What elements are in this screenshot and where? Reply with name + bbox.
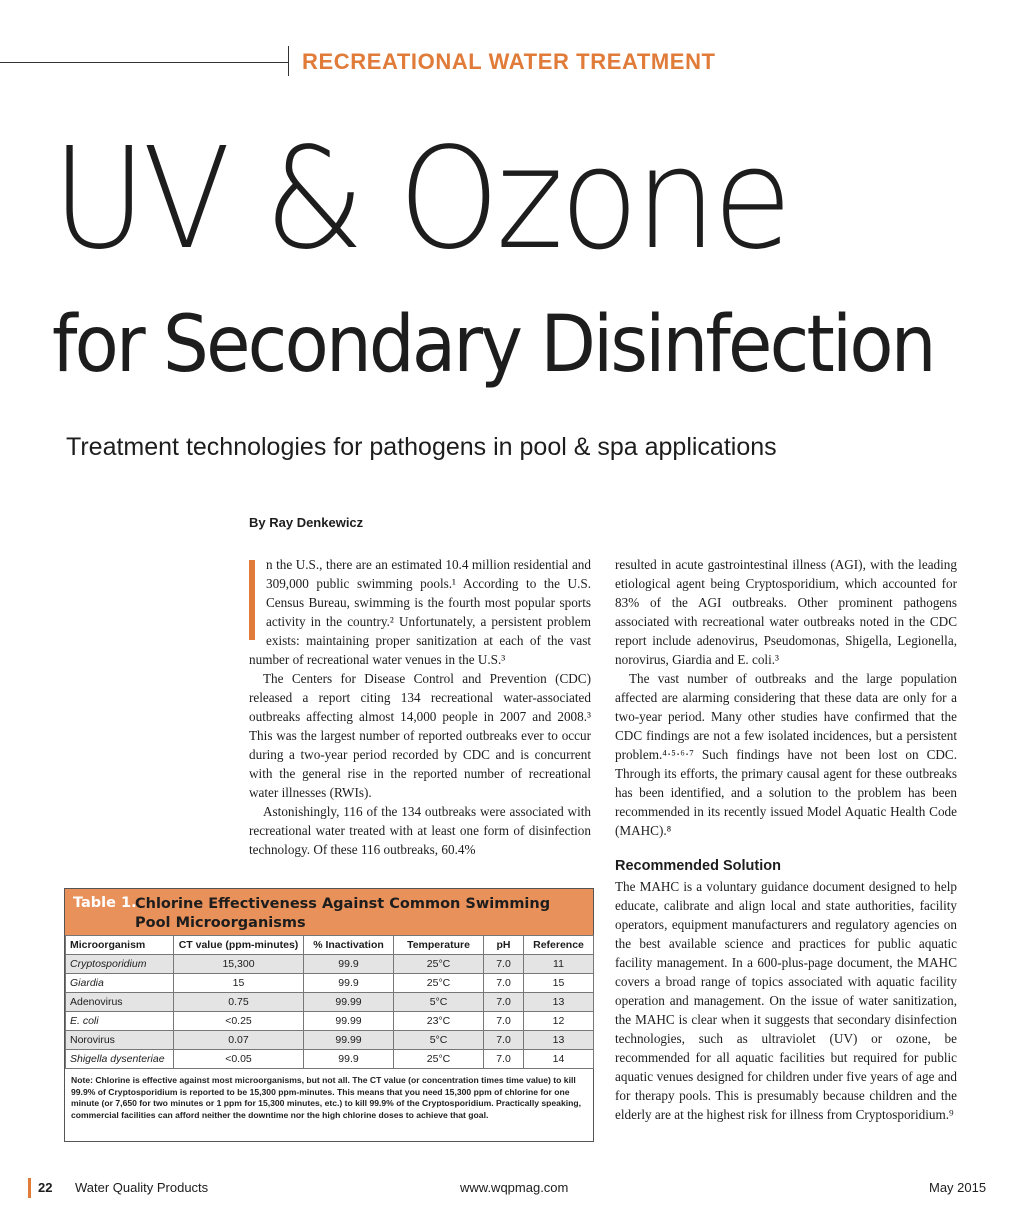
table-cell: 7.0 bbox=[484, 955, 524, 974]
table-title: Chlorine Effectiveness Against Common Swimming Pool Microorganisms bbox=[135, 896, 551, 931]
table-row bbox=[66, 974, 594, 993]
footer-accent-bar bbox=[28, 1178, 31, 1198]
table-cell: E. coli bbox=[66, 1012, 174, 1031]
column-header: % Inactivation bbox=[304, 936, 394, 955]
table-cell: 13 bbox=[524, 993, 594, 1012]
table-cell: 7.0 bbox=[484, 993, 524, 1012]
table-title-bar bbox=[65, 889, 593, 935]
table-cell: 23°C bbox=[394, 1012, 484, 1031]
table-row bbox=[66, 1031, 594, 1050]
column-header: Reference bbox=[524, 936, 594, 955]
table-cell: 15,300 bbox=[174, 955, 304, 974]
article-title-line2: for Secondary Disinfection bbox=[52, 300, 934, 390]
paragraph: resulted in acute gastrointestinal illness (AGI), with the leading etiological agent being Cryptosporidium, which accounted for 83% of the AGI outbreaks. Other prominent pathogens associated with recreational water outbreaks noted in the CDC report include adenovirus, Pseudomonas, Shigella, Legionella, norovirus, Giardia and E. coli.³ bbox=[615, 557, 957, 667]
chlorine-table bbox=[64, 888, 594, 1142]
table-header-row bbox=[66, 936, 594, 955]
table-cell: 7.0 bbox=[484, 1031, 524, 1050]
column-header: Microorganism bbox=[66, 936, 174, 955]
article-column-1 bbox=[249, 555, 591, 859]
dropcap-letter bbox=[249, 555, 266, 649]
table-cell: 5°C bbox=[394, 993, 484, 1012]
table-cell: 99.9 bbox=[304, 1050, 394, 1069]
paragraph: The MAHC is a voluntary guidance document designed to help educate, calibrate and align local and state authorities, facility operators, equipment manufacturers and regulatory agencies on the best available science and practices for public aquatic facility management. In a 600-plus-page document, the MAHC covers a broad range of topics associated with aquatic facility operation and management. On the issue of water sanitization, the MAHC is clear when it suggests that secondary disinfection technologies, such as ultraviolet (UV) or ozone, be recommended for all aquatic facilities but required for public aquatic venues designed for children under five years of age and for therapy pools. This is presumably because children and the elderly are at the highest risk for illness from Cryptosporidium.⁹ bbox=[615, 879, 957, 1122]
table-cell: 13 bbox=[524, 1031, 594, 1050]
table-cell: 5°C bbox=[394, 1031, 484, 1050]
table-cell: 11 bbox=[524, 955, 594, 974]
table-cell: 25°C bbox=[394, 974, 484, 993]
article-column-2 bbox=[615, 555, 957, 1124]
footer-url: www.wqpmag.com bbox=[460, 1180, 569, 1195]
page-number: 22 bbox=[38, 1180, 53, 1195]
table-cell: 0.07 bbox=[174, 1031, 304, 1050]
table-cell: 99.9 bbox=[304, 955, 394, 974]
table-cell: 7.0 bbox=[484, 1050, 524, 1069]
table-row bbox=[66, 1012, 594, 1031]
table-cell: 99.99 bbox=[304, 1012, 394, 1031]
header-divider bbox=[288, 46, 289, 76]
table-cell: 15 bbox=[174, 974, 304, 993]
issue-date: May 2015 bbox=[929, 1180, 987, 1195]
column-header: Temperature bbox=[394, 936, 484, 955]
table-cell: Shigella dysenteriae bbox=[66, 1050, 174, 1069]
table-row bbox=[66, 993, 594, 1012]
column-header: CT value (ppm-minutes) bbox=[174, 936, 304, 955]
table-cell: 99.99 bbox=[304, 993, 394, 1012]
article-subtitle: Treatment technologies for pathogens in pool & spa applications bbox=[66, 433, 777, 461]
table-label: Table 1. bbox=[73, 895, 137, 911]
section-label: RECREATIONAL WATER TREATMENT bbox=[302, 49, 716, 74]
table-cell: 7.0 bbox=[484, 1012, 524, 1031]
table-cell: Cryptosporidium bbox=[66, 955, 174, 974]
table-row bbox=[66, 1050, 594, 1069]
table-cell: Norovirus bbox=[66, 1031, 174, 1050]
paragraph: The vast number of outbreaks and the large population affected are alarming considering that these data are only for a two-year period. Many other studies have confirmed that the CDC findings are not a few isolated incidences, but a persistent problem.⁴·⁵·⁶·⁷ Such findings have not been lost on CDC. Through its efforts, the primary causal agent for these outbreaks has been identified, and a solution to the problem has been recommended in its recently issued Model Aquatic Health Code (MAHC).⁸ bbox=[615, 671, 957, 838]
table-cell: 25°C bbox=[394, 955, 484, 974]
paragraph: Astonishingly, 116 of the 134 outbreaks were associated with recreational water treated with at least one form of disinfection technology. Of these 116 outbreaks, 60.4% bbox=[249, 804, 591, 857]
table-cell: 99.99 bbox=[304, 1031, 394, 1050]
paragraph: The Centers for Disease Control and Prevention (CDC) released a report citing 134 recreational water-associated outbreaks affecting almost 14,000 people in 2007 and 2008.³ This was the largest number of reported outbreaks ever to occur during a two-year period recorded by CDC and is concurrent with the general rise in the reported number of recreational water illnesses (RWIs). bbox=[249, 671, 591, 800]
column-header: pH bbox=[484, 936, 524, 955]
table-cell: 0.75 bbox=[174, 993, 304, 1012]
table-cell: Adenovirus bbox=[66, 993, 174, 1012]
paragraph-text: n the U.S., there are an estimated 10.4 million residential and 309,000 public swimming pools.¹ According to the U.S. Census Bureau, swimming is the fourth most popular sports activity in the country.² Unfortunately, a persistent problem exists: maintaining proper sanitization at each of the vast number of recreational water venues in the U.S.³ bbox=[249, 557, 591, 667]
header-rule bbox=[0, 62, 288, 63]
table-cell: 25°C bbox=[394, 1050, 484, 1069]
article-title-line1: UV & Ozone bbox=[52, 118, 789, 281]
table-cell: 7.0 bbox=[484, 974, 524, 993]
table-cell: 15 bbox=[524, 974, 594, 993]
table-cell: 12 bbox=[524, 1012, 594, 1031]
section-heading: Recommended Solution bbox=[615, 858, 781, 874]
table-cell: <0.25 bbox=[174, 1012, 304, 1031]
table-cell: <0.05 bbox=[174, 1050, 304, 1069]
table-row bbox=[66, 955, 594, 974]
magazine-name: Water Quality Products bbox=[75, 1180, 209, 1195]
data-table bbox=[65, 935, 594, 1069]
paragraph bbox=[249, 555, 591, 669]
table-cell: 99.9 bbox=[304, 974, 394, 993]
byline: By Ray Denkewicz bbox=[249, 515, 364, 530]
table-cell: 14 bbox=[524, 1050, 594, 1069]
table-cell: Giardia bbox=[66, 974, 174, 993]
table-note: Note: Chlorine is effective against most microorganisms, but not all. The CT value (or concentration times time value) to kill 99.9% of Cryptosporidium is reported to be 15,300 ppm-minutes. This means that you need 15,300 ppm of chlorine for one minute (or 7,650 for two minutes or 1 ppm for 15,300 minutes, etc.) to kill 99.9% of the Cryptosporidium. Practically speaking, commercial facilities can afford neither the downtime nor the high chlorine doses to achieve that goal. bbox=[71, 1075, 582, 1120]
